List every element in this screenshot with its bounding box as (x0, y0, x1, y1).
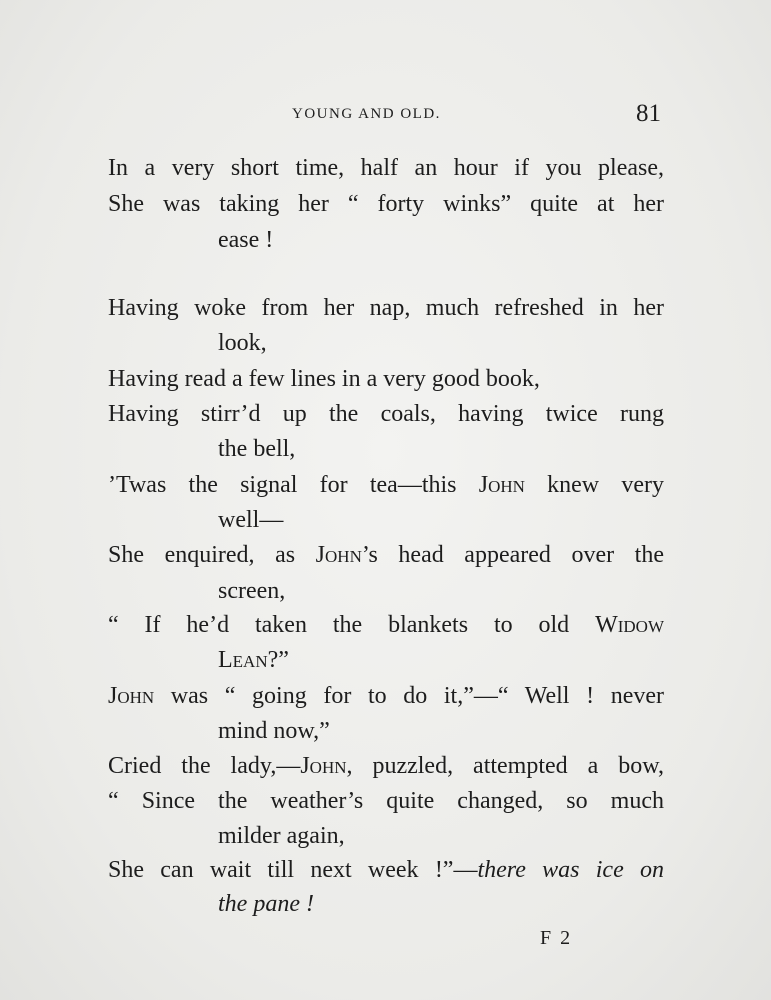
verse-text: She enquired, as (108, 542, 316, 568)
verse-line: Having read a few lines in a very good book, (108, 366, 540, 392)
page-number: 81 (636, 100, 661, 127)
verse-line (108, 856, 664, 884)
verse-line-continuation (218, 646, 289, 674)
verse-text: ’Twas the signal for tea—this (108, 472, 479, 498)
verse-text: ’s head appeared over the (361, 542, 664, 568)
verse-line: She was taking her “ forty winks” quite at her (108, 191, 664, 217)
verse-text: , puzzled, attempted a bow, (346, 753, 665, 779)
verse-text: ?” (267, 647, 289, 673)
verse-line (108, 752, 664, 780)
verse-line-continuation: the pane ! (218, 891, 314, 917)
verse-line: “ Since the weather’s quite changed, so much (108, 788, 664, 814)
verse-line-continuation: screen, (218, 578, 286, 604)
name-john: John (300, 753, 347, 779)
verse-line-continuation: milder again, (218, 823, 345, 849)
verse-line: In a very short time, half an hour if you please, (108, 155, 664, 181)
verse-line-continuation: well— (218, 507, 284, 533)
verse-line (108, 611, 664, 639)
name-john: John (108, 683, 155, 709)
verse-line-continuation: mind now,” (218, 718, 330, 744)
verse-text: Cried the lady,— (108, 753, 301, 779)
verse-line: Having woke from her nap, much refreshed in her (108, 295, 664, 321)
verse-text: “ If he’d taken the blankets to old (108, 612, 596, 638)
verse-text: was “ going for to do it,”—“ Well ! never (154, 683, 664, 709)
verse-line (108, 471, 664, 499)
verse-line: Having stirr’d up the coals, having twice rung (108, 401, 664, 427)
verse-text-italic: there was ice on (477, 857, 664, 883)
verse-line (108, 682, 664, 710)
printer-signature-mark: F 2 (540, 927, 573, 949)
page-header (0, 100, 771, 132)
name-john: John (315, 542, 362, 568)
name-widow: Widow (595, 612, 664, 638)
name-lean: Lean (218, 647, 268, 673)
verse-line (108, 541, 664, 569)
verse-line-continuation: the bell, (218, 436, 296, 462)
running-title: YOUNG AND OLD. (292, 106, 441, 122)
verse-line-continuation: look, (218, 330, 267, 356)
verse-text: She can wait till next week !”— (108, 857, 478, 883)
verse-text: knew very (524, 472, 664, 498)
name-john: John (478, 472, 525, 498)
verse-line-continuation: ease ! (218, 227, 274, 253)
